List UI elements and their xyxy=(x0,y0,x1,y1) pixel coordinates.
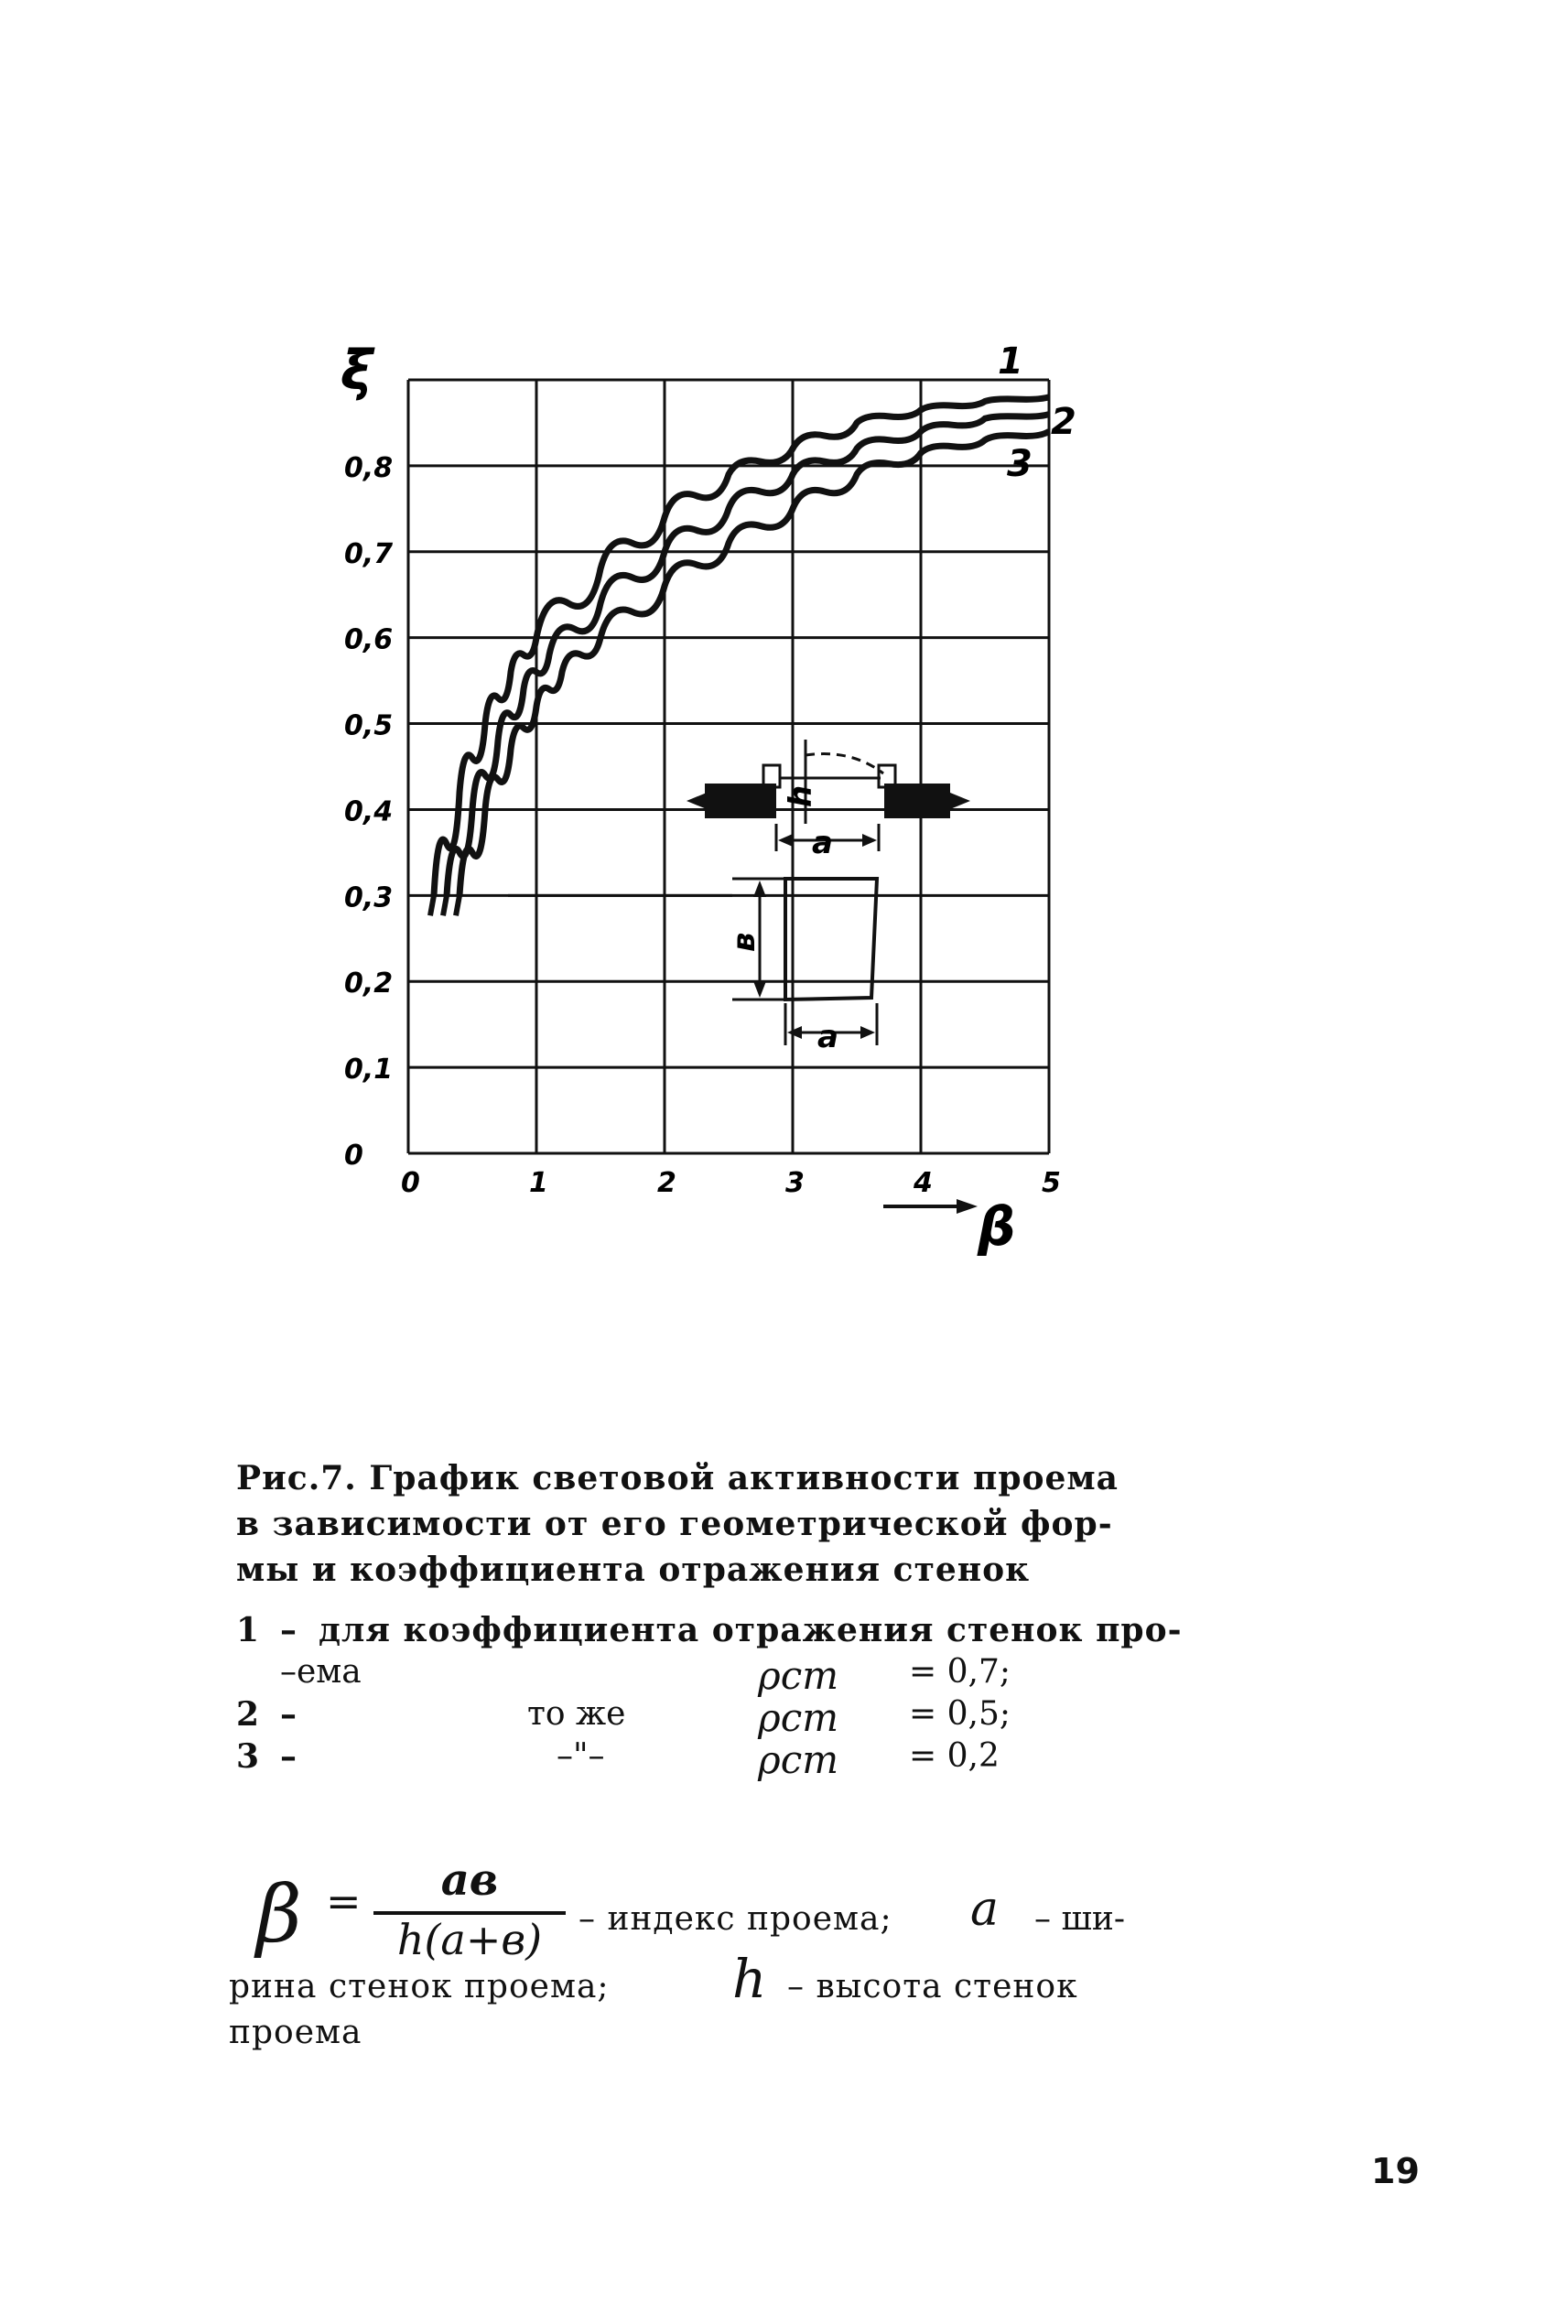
curve-label-3: 3 xyxy=(1007,443,1033,485)
formula-denominator: h(a+в) xyxy=(396,1915,543,1964)
x-tick-label: 0 xyxy=(401,1167,420,1199)
y-tick-label: 0,4 xyxy=(344,795,394,828)
formula-text-index: – индекс проема; xyxy=(579,1900,892,1938)
chart-curves xyxy=(430,397,1049,916)
page-number: 19 xyxy=(1371,2151,1420,2191)
legend-same-2: то же xyxy=(527,1695,626,1733)
caption-line-3: мы и коэффициента отражения стенок xyxy=(236,1551,1031,1589)
x-tick-label: 5 xyxy=(1042,1167,1061,1199)
formula-line-2: рина стенок проема; xyxy=(229,1968,610,2005)
figure-caption xyxy=(236,1455,1206,1593)
caption-line-1: Рис.7. График световой активности проема xyxy=(236,1459,1119,1497)
y-tick-label: 0,1 xyxy=(344,1054,394,1086)
legend-dash-1: – xyxy=(280,1611,297,1649)
formula-beta: β xyxy=(256,1869,302,1961)
legend-dash-3: – xyxy=(280,1737,297,1776)
legend-value-1: = 0,7; xyxy=(909,1653,1011,1691)
x-axis-label: β xyxy=(978,1195,1016,1258)
formula-equals: = xyxy=(326,1876,362,1926)
legend-value-3: = 0,2 xyxy=(909,1737,1000,1775)
formula-h-description: – высота стенок xyxy=(787,1968,1078,2005)
x-tick-label: 3 xyxy=(785,1167,805,1199)
inset-label-a-top: a xyxy=(812,825,833,861)
x-tick-label: 2 xyxy=(657,1167,676,1199)
inset-label-a-bottom: a xyxy=(817,1019,838,1055)
inset-section-diagram xyxy=(687,740,970,861)
legend-dash-2: – xyxy=(280,1695,297,1734)
formula-numerator: aв xyxy=(440,1854,499,1906)
inset-label-b: в xyxy=(726,932,762,952)
y-tick-label: 0,3 xyxy=(344,881,394,914)
legend-same-3: –"– xyxy=(557,1737,605,1775)
y-tick-label: 0,2 xyxy=(344,967,394,1000)
x-axis-arrow xyxy=(883,1199,978,1214)
legend-text-1b: –ема xyxy=(280,1653,362,1691)
curve-label-1: 1 xyxy=(998,340,1023,383)
y-axis-label: ξ xyxy=(341,339,373,403)
y-tick-labels xyxy=(344,452,393,1172)
legend-num-2: 2 xyxy=(236,1695,260,1734)
formula-line-3: проема xyxy=(229,2014,362,2051)
formula-a-symbol: a xyxy=(970,1882,1000,1937)
legend-num-1: 1 xyxy=(236,1611,260,1649)
caption-line-2: в зависимости от его геометрической фор- xyxy=(236,1505,1113,1543)
y-tick-label: 0 xyxy=(344,1140,363,1172)
y-tick-label: 0,7 xyxy=(344,537,394,570)
x-tick-label: 1 xyxy=(529,1167,548,1199)
x-tick-label: 4 xyxy=(914,1167,933,1199)
inset-label-h: h xyxy=(783,784,819,807)
curve-series-1 xyxy=(434,397,1049,896)
curve-tail-1 xyxy=(430,895,434,915)
x-tick-labels xyxy=(401,1167,1061,1199)
legend-rho-1: ρст xyxy=(758,1653,839,1698)
curve-tail-2 xyxy=(443,895,447,915)
legend xyxy=(236,1611,1243,1782)
legend-rho-2: ρст xyxy=(758,1695,839,1740)
legend-value-2: = 0,5; xyxy=(909,1695,1011,1733)
legend-row-1 xyxy=(236,1611,1243,1653)
curve-tail-3 xyxy=(456,895,460,915)
chart-grid xyxy=(408,380,1049,1153)
legend-text-1: для коэффициента отражения стенок про- xyxy=(319,1611,1183,1649)
formula-h-symbol: h xyxy=(732,1948,767,2010)
legend-row-1b xyxy=(236,1653,1243,1698)
y-tick-label: 0,6 xyxy=(344,623,394,656)
legend-row-3 xyxy=(236,1737,1243,1782)
y-tick-label: 0,8 xyxy=(344,451,394,484)
y-tick-label: 0,5 xyxy=(344,709,394,742)
legend-num-3: 3 xyxy=(236,1737,260,1776)
inset-elevation-diagram xyxy=(726,879,877,1055)
curve-label-2: 2 xyxy=(1051,401,1076,443)
legend-row-2 xyxy=(236,1695,1243,1740)
legend-rho-3: ρст xyxy=(758,1737,839,1782)
formula-text-width: – ши- xyxy=(1034,1900,1126,1938)
